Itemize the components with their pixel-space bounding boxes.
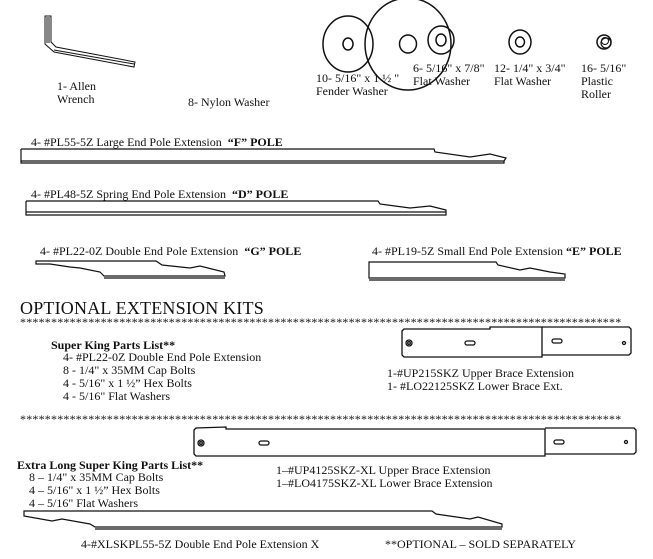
list-item: 4 – 5/16" Flat Washers — [29, 496, 139, 510]
pole-g-label: 4- #PL22-0Z Double End Pole Extension “G” POLE — [40, 244, 302, 258]
super-king-heading: Super King Parts List** — [51, 338, 176, 352]
pole-e-label: 4- #PL19-5Z Small End Pole Extension “E” POLE — [372, 244, 622, 258]
divider-stars: ************************************************************************************************* — [20, 413, 622, 425]
nylon-washer-label: 8- Nylon Washer — [188, 95, 270, 109]
fender-washer-label: 10- 5/16" x 1 ½ " Fender Washer — [316, 71, 400, 98]
list-item: 4- #PL22-0Z Double End Pole Extension — [63, 350, 262, 364]
pole-f-label: 4- #PL55-5Z Large End Pole Extension “F” POLE — [31, 135, 283, 149]
list-item: 1-#UP215SKZ Upper Brace Extension — [387, 366, 574, 380]
list-item: 1–#LO4175SKZ-XL Lower Brace Extension — [276, 476, 493, 490]
section-title: OPTIONAL EXTENSION KITS — [20, 298, 264, 318]
flat-washer-label: 6- 5/16" x 7/8" Flat Washer — [413, 61, 485, 88]
list-item: 1–#UP4125SKZ-XL Upper Brace Extension — [276, 463, 491, 477]
plastic-roller-label: 16- 5/16" Plastic Roller — [581, 61, 627, 101]
list-item: 4 – 5/16" x 1 ½” Hex Bolts — [29, 483, 160, 497]
list-item: 4 - 5/16" Flat Washers — [63, 389, 171, 403]
pole-d-label: 4- #PL48-5Z Spring End Pole Extension “D” POLE — [31, 187, 289, 201]
list-item: 4 - 5/16" x 1 ½” Hex Bolts — [63, 376, 192, 390]
list-item: 8 – 1/4" x 35MM Cap Bolts — [29, 470, 164, 484]
small-flat-washer-label: 12- 1/4" x 3/4" Flat Washer — [494, 61, 566, 88]
list-item: 1- #LO22125SKZ Lower Brace Ext. — [387, 379, 563, 393]
allen-wrench-label: 1- Allen Wrench — [57, 79, 96, 106]
extra-long-pole-label: 4-#XLSKPL55-5Z Double End Pole Extension X — [81, 537, 320, 551]
divider-stars: ************************************************************************************************* — [20, 316, 622, 328]
optional-footnote: **OPTIONAL – SOLD SEPARATELY — [385, 537, 576, 551]
list-item: 8 - 1/4" x 35MM Cap Bolts — [63, 363, 196, 377]
extra-long-heading: Extra Long Super King Parts List** — [17, 458, 204, 472]
